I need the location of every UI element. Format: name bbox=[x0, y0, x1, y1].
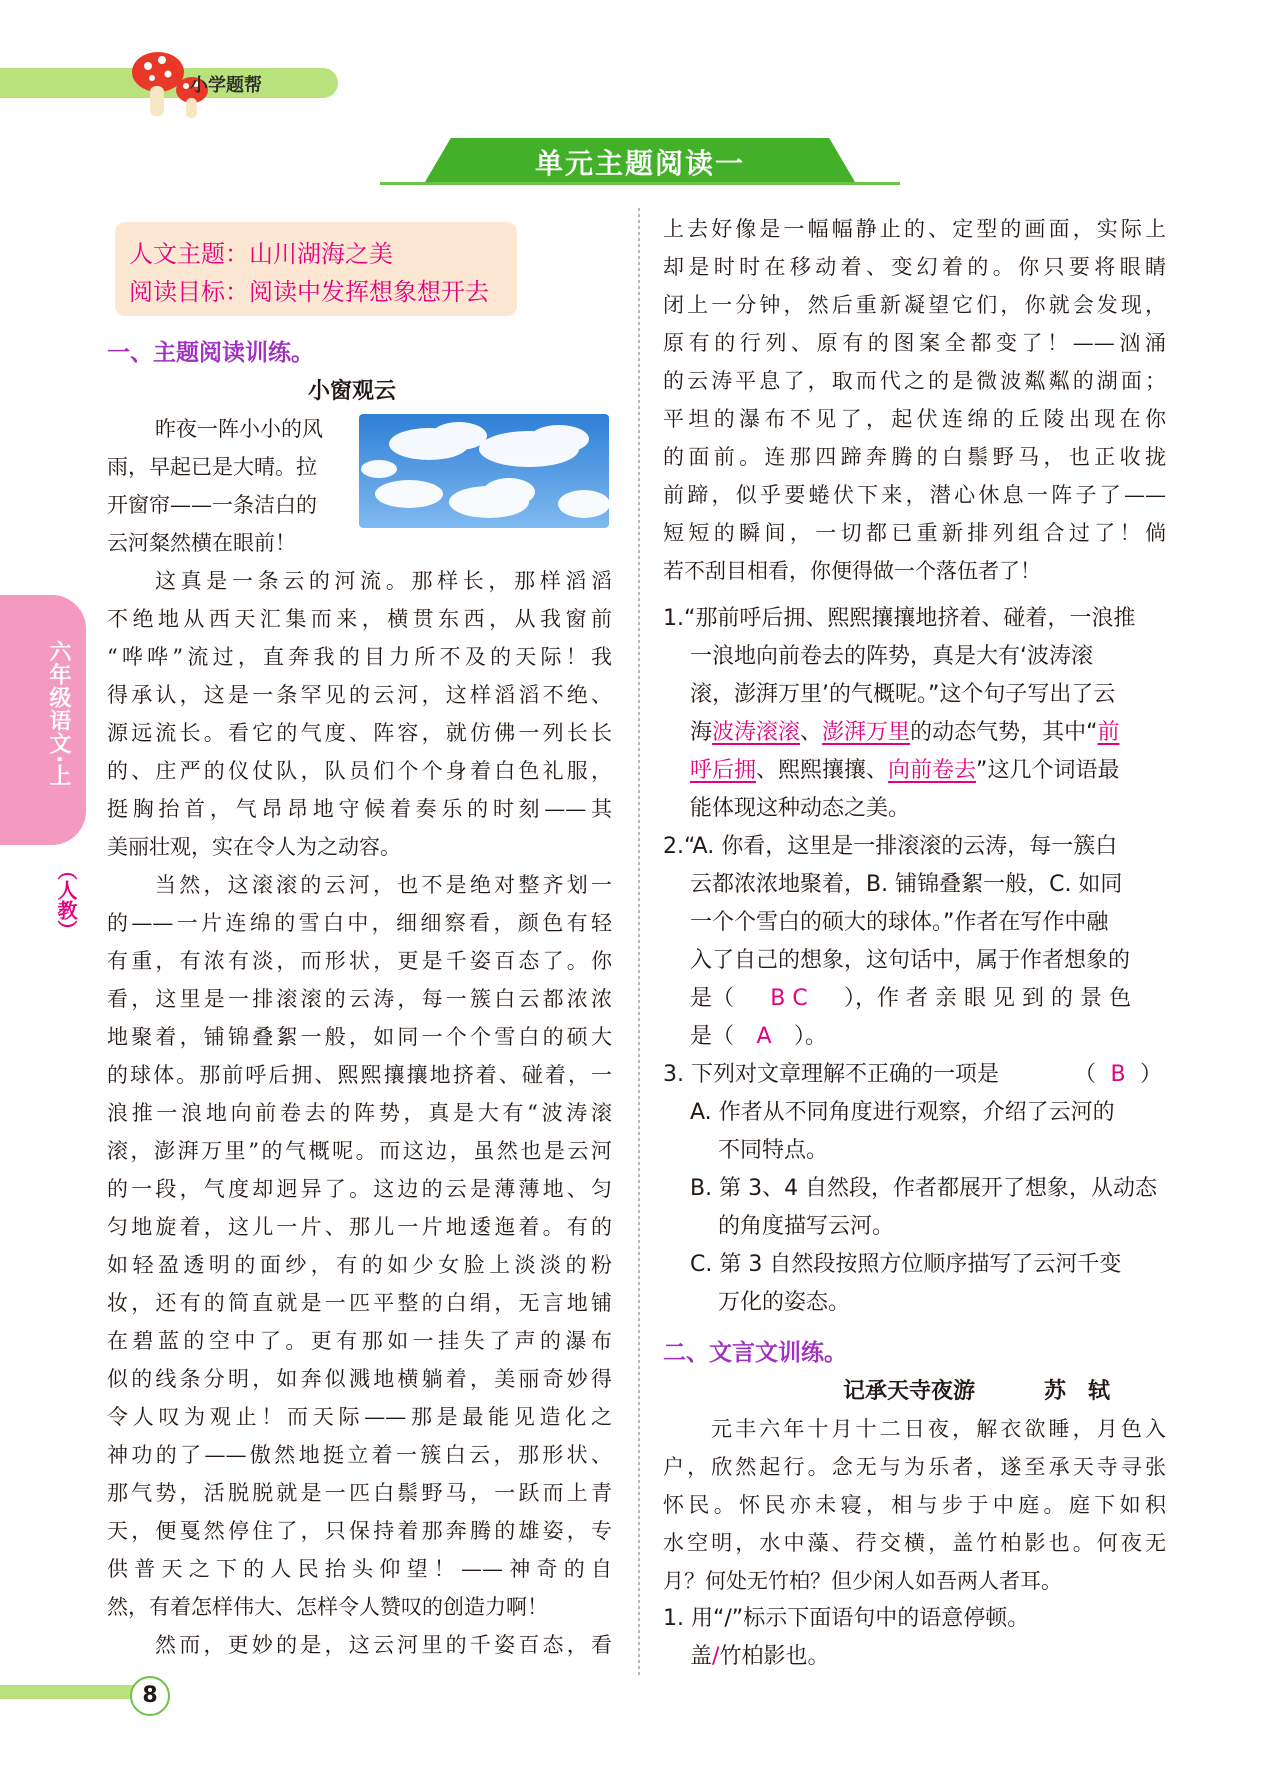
page-title-banner bbox=[380, 138, 900, 186]
question-1-line: 能体现这种动态之美。 bbox=[690, 796, 911, 821]
text-line: 户，欣然起行。念无与为乐者，遂至承天寺寻张 bbox=[663, 1455, 1166, 1479]
text-line: 这真是一条云的河流。那样长，那样滔滔 bbox=[155, 569, 612, 593]
text-line: 闭上一分钟，然后重新凝望它们，你就会发现， bbox=[663, 293, 1166, 317]
option-a: 不同特点。 bbox=[718, 1138, 829, 1163]
answer-text: 波涛滚滚 bbox=[712, 720, 801, 745]
option-b: B. 第 3、4 自然段，作者都展开了想象，从动态 bbox=[690, 1176, 1158, 1201]
text-line: 当然，这滚滚的云河，也不是绝对整齐划一 bbox=[155, 873, 612, 897]
text-line: 前蹄，似乎要蜷伏下来，潜心休息一阵子了—— bbox=[663, 483, 1166, 507]
text-line: 开窗帘——一条洁白的 bbox=[107, 493, 317, 517]
text-line: 若不刮目相看，你便得做一个落伍者了！ bbox=[663, 559, 1041, 583]
text-line: “哗哗”流过，直奔我的目力所不及的天际！我 bbox=[107, 645, 612, 669]
theme-box bbox=[115, 222, 517, 316]
text-line: 得承认，这是一条罕见的云河，这样滔滔不绝、 bbox=[107, 683, 612, 707]
question-line: 盖/竹柏影也。 bbox=[690, 1644, 830, 1669]
question-2-line: 是（ A ）。 bbox=[690, 1018, 827, 1056]
text-line: 如轻盈透明的面纱，有的如少女脸上淡淡的粉 bbox=[107, 1253, 612, 1277]
question-2-line: 一个个雪白的硕大的球体。”作者在写作中融 bbox=[690, 910, 1109, 935]
answer-text: B bbox=[1110, 1062, 1126, 1087]
text-line: 看，这里是一排滚滚的云涛，每一簇白云都浓浓 bbox=[107, 987, 612, 1011]
question-2-line: 是（ B C ），作 者 亲 眼 见 到 的 景 色 bbox=[690, 980, 1131, 1018]
section-heading: 二、文言文训练。 bbox=[663, 1340, 847, 1366]
text-line: 然，有着怎样伟大、怎样令人赞叹的创造力啊！ bbox=[107, 1595, 548, 1619]
grade-label: 六年级语文·上 bbox=[46, 640, 71, 788]
text-line: 妆，还有的简直就是一匹平整的白绢，无言地铺 bbox=[107, 1291, 612, 1315]
goal-line: 阅读目标：阅读中发挥想象想开去 bbox=[129, 278, 489, 306]
text-line: 似的线条分明，如奔似溅地横躺着，美丽奇妙得 bbox=[107, 1367, 612, 1391]
text-line: 源远流长。看它的气度、阵容，就仿佛一列长长 bbox=[107, 721, 612, 745]
text-line: 的、庄严的仪仗队，队员们个个身着白色礼服， bbox=[107, 759, 612, 783]
text-line: 元丰六年十月十二日夜，解衣欲睡，月色入 bbox=[711, 1417, 1166, 1441]
cloud-sky-image bbox=[359, 414, 609, 528]
question-2-line: 2.“A. 你看，这里是一排滚滚的云涛，每一簇白 bbox=[663, 834, 1118, 859]
question-3-stem: 3. 下列对文章理解不正确的一项是 bbox=[663, 1062, 999, 1087]
text-line: 上去好像是一幅幅静止的、定型的画面，实际上 bbox=[663, 217, 1166, 241]
column-divider bbox=[638, 208, 640, 1678]
text-line: 怀民。怀民亦未寝，相与步于中庭。庭下如积 bbox=[663, 1493, 1166, 1517]
text-line: 有重，有浓有淡，而形状，更是千姿百态了。你 bbox=[107, 949, 612, 973]
option-b: 的角度描写云河。 bbox=[718, 1214, 895, 1239]
text-line: 的面前。连那四蹄奔腾的白鬃野马，也正收拢 bbox=[663, 445, 1166, 469]
text-line: 昨夜一阵小小的风 bbox=[155, 417, 323, 441]
text-line: 匀地旋着，这儿一片、那儿一片地逶迤着。有的 bbox=[107, 1215, 612, 1239]
answer-text: 前 bbox=[1097, 720, 1120, 745]
text-line: 浪推一浪地向前卷去的阵势，真是大有“波涛滚 bbox=[107, 1101, 612, 1125]
edition-label: （人教） bbox=[54, 860, 78, 940]
article-title: 小窗观云 bbox=[308, 379, 397, 404]
option-c: C. 第 3 自然段按照方位顺序描写了云河千变 bbox=[690, 1252, 1122, 1277]
text-line: 雨，早起已是大晴。拉 bbox=[107, 455, 317, 479]
text-line: 的一段，气度却迥异了。这边的云是薄薄地、匀 bbox=[107, 1177, 612, 1201]
answer-text: / bbox=[712, 1644, 720, 1669]
answer-text: 向前卷去 bbox=[888, 758, 977, 783]
question-1-line: 一浪地向前卷去的阵势，真是大有‘波涛滚 bbox=[690, 644, 1093, 669]
brand-label: 小学题帮 bbox=[190, 75, 262, 96]
question-line: 1. 用“/”标示下面语句中的语意停顿。 bbox=[663, 1606, 1030, 1631]
text-line: 月？何处无竹柏？但少闲人如吾两人者耳。 bbox=[663, 1569, 1062, 1593]
answer-text: B C bbox=[770, 986, 808, 1011]
theme-line: 人文主题：山川湖海之美 bbox=[129, 240, 393, 268]
section-heading: 一、主题阅读训练。 bbox=[107, 340, 314, 366]
question-1-line: 滚，澎湃万里’的气概呢。”这个句子写出了云 bbox=[690, 682, 1116, 707]
option-a: A. 作者从不同角度进行观察，介绍了云河的 bbox=[690, 1100, 1115, 1125]
text-line: 在碧蓝的空中了。更有那如一挂失了声的瀑布 bbox=[107, 1329, 612, 1353]
text-line: 云河粲然横在眼前！ bbox=[107, 531, 296, 555]
question-1-line: 海波涛滚滚、澎湃万里的动态气势，其中“前 bbox=[690, 720, 1120, 745]
author-name: 苏 轼 bbox=[1044, 1379, 1111, 1404]
text-line: 地聚着，铺锦叠絮一般，如同一个个雪白的硕大 bbox=[107, 1025, 612, 1049]
answer-text: 澎湃万里 bbox=[822, 720, 911, 745]
text-line: 令人叹为观止！而天际——那是最能见造化之 bbox=[107, 1405, 612, 1429]
question-3-answer: （ B ） bbox=[1074, 1056, 1162, 1094]
text-line: 平坦的瀑布不见了，起伏连绵的丘陵出现在你 bbox=[663, 407, 1166, 431]
question-2-line: 云都浓浓地聚着，B. 铺锦叠絮一般，C. 如同 bbox=[690, 872, 1123, 897]
text-line: 挺胸抬首，气昂昂地守候着奏乐的时刻——其 bbox=[107, 797, 612, 821]
text-line: 的——一片连绵的雪白中，细细察看，颜色有轻 bbox=[107, 911, 612, 935]
text-line: 那气势，活脱脱就是一匹白鬃野马，一跃而上青 bbox=[107, 1481, 612, 1505]
question-1-line: 1.“那前呼后拥、熙熙攘攘地挤着、碰着，一浪推 bbox=[663, 606, 1136, 631]
question-2-line: 入了自己的想象，这句话中，属于作者想象的 bbox=[690, 948, 1131, 973]
text-line: 的云涛平息了，取而代之的是微波粼粼的湖面； bbox=[663, 369, 1166, 393]
article-title: 记承天寺夜游 bbox=[843, 1379, 976, 1404]
text-line: 原有的行列、原有的图案全都变了！——汹涌 bbox=[663, 331, 1166, 355]
option-c: 万化的姿态。 bbox=[718, 1290, 851, 1315]
answer-text: A bbox=[756, 1024, 772, 1049]
text-line: 天，便戛然停住了，只保持着那奔腾的雄姿，专 bbox=[107, 1519, 612, 1543]
text-line: 水空明，水中藻、荇交横，盖竹柏影也。何夜无 bbox=[663, 1531, 1166, 1555]
text-line: 美丽壮观，实在令人为之动容。 bbox=[107, 835, 401, 859]
text-line: 神功的了——傲然地挺立着一簇白云，那形状、 bbox=[107, 1443, 612, 1467]
text-line: 短短的瞬间，一切都已重新排列组合过了！倘 bbox=[663, 521, 1166, 545]
answer-text: 呼后拥 bbox=[690, 758, 757, 783]
question-1-line: 呼后拥、熙熙攘攘、向前卷去”这几个词语最 bbox=[690, 758, 1120, 783]
text-line: 不绝地从西天汇集而来，横贯东西，从我窗前 bbox=[107, 607, 612, 631]
text-line: 供普天之下的人民抬头仰望！——神奇的自 bbox=[107, 1557, 612, 1581]
text-line: 却是时时在移动着、变幻着的。你只要将眼睛 bbox=[663, 255, 1166, 279]
page-number: 8 bbox=[130, 1676, 170, 1716]
text-line: 然而，更妙的是，这云河里的千姿百态，看 bbox=[155, 1633, 612, 1657]
page-title: 单元主题阅读一 bbox=[534, 147, 745, 180]
text-line: 的球体。那前呼后拥、熙熙攘攘地挤着、碰着，一 bbox=[107, 1063, 612, 1087]
text-line: 滚，澎湃万里”的气概呢。而这边，虽然也是云河 bbox=[107, 1139, 612, 1163]
